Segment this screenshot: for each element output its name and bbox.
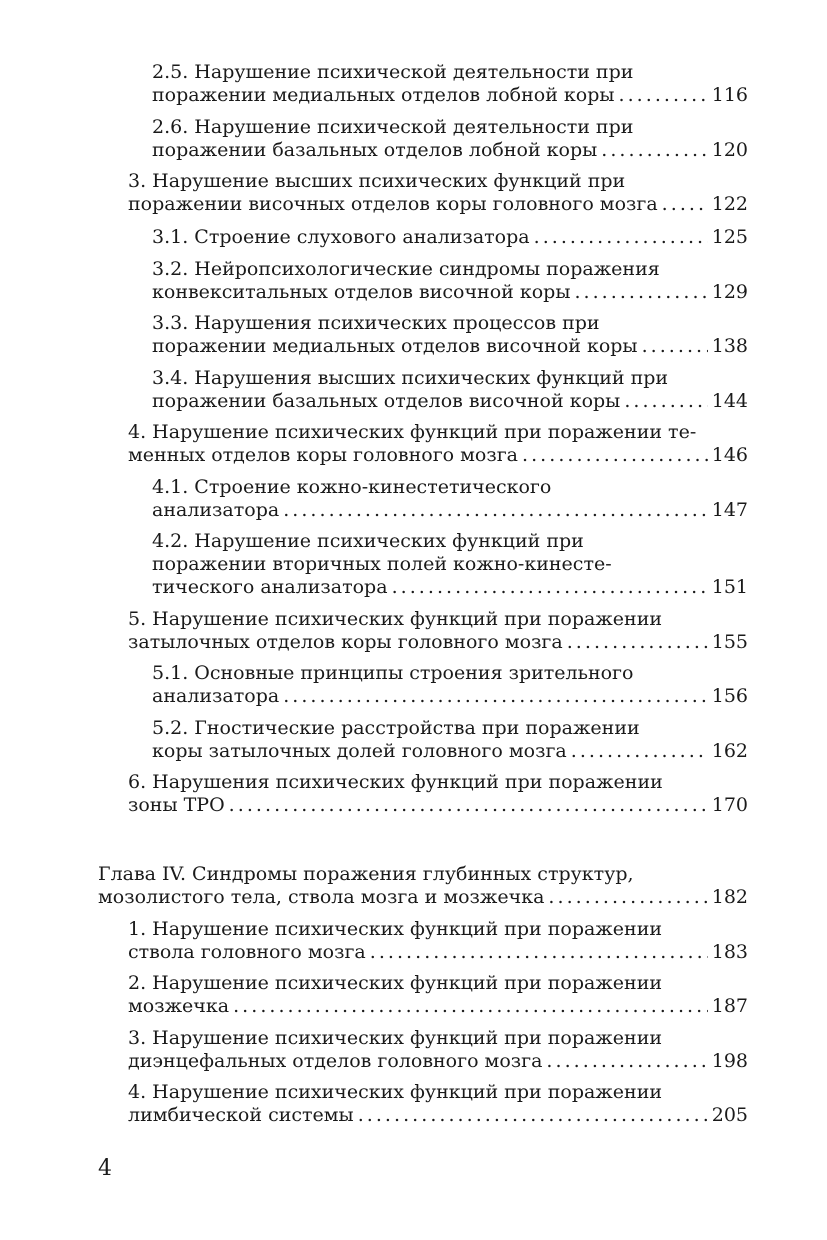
toc-page-number: 116 bbox=[711, 84, 748, 106]
toc-entry-text: конвекситальных отделов височной коры bbox=[152, 281, 571, 303]
toc-page-number: 122 bbox=[711, 193, 748, 215]
toc-entry-text: 5.1. Основные принципы строения зрительного bbox=[152, 662, 634, 684]
toc-page-number: 155 bbox=[711, 631, 748, 653]
toc-entry-text: 4. Нарушение психических функций при поражении bbox=[128, 1081, 663, 1103]
toc-entry-3-3 bbox=[152, 312, 748, 358]
toc-entry-text: тического анализатора bbox=[152, 576, 388, 598]
toc-entry-text: 3.3. Нарушения психических процессов при bbox=[152, 312, 600, 334]
toc-chapter-4 bbox=[98, 863, 748, 909]
toc-page-number: 156 bbox=[711, 685, 748, 707]
leader-dots bbox=[624, 390, 707, 413]
toc-entry-3-4 bbox=[152, 367, 748, 413]
toc-entry-text: 2.6. Нарушение психической деятельности при bbox=[152, 116, 634, 138]
leader-dots bbox=[392, 576, 708, 599]
leader-dots bbox=[571, 740, 708, 763]
toc-entry-2-5 bbox=[152, 61, 748, 107]
toc-entry-text: 2.5. Нарушение психической деятельности при bbox=[152, 61, 634, 83]
toc-page-number: 120 bbox=[711, 139, 748, 161]
toc-entry-text: 3.2. Нейропсихологические синдромы поражения bbox=[152, 258, 660, 280]
leader-dots bbox=[601, 139, 707, 162]
toc-entry-ch4-1 bbox=[128, 918, 748, 964]
leader-dots bbox=[283, 685, 708, 708]
toc-page-number: 125 bbox=[711, 226, 748, 248]
toc-page-number: 144 bbox=[711, 390, 748, 412]
toc-entry-3-1 bbox=[152, 226, 748, 249]
toc-entry-text: ствола головного мозга bbox=[128, 941, 366, 963]
toc-entry-text: 3. Нарушение высших психических функций при bbox=[128, 170, 626, 192]
leader-dots bbox=[567, 631, 708, 654]
toc-entry-4 bbox=[128, 421, 748, 467]
toc-entry-text: 3. Нарушение психических функций при поражении bbox=[128, 1027, 663, 1049]
leader-dots bbox=[233, 995, 708, 1018]
toc-page-number: 205 bbox=[711, 1104, 748, 1126]
toc-entry-text: 6. Нарушения психических функций при поражении bbox=[128, 771, 663, 793]
toc-entry-5-1 bbox=[152, 662, 748, 708]
toc-entry-text: менных отделов коры головного мозга bbox=[128, 444, 519, 466]
toc-entry-text: коры затылочных долей головного мозга bbox=[152, 740, 567, 762]
toc-entry-text: анализатора bbox=[152, 685, 280, 707]
leader-dots bbox=[358, 1104, 708, 1127]
toc-entry-text: поражении височных отделов коры головного мозга bbox=[128, 193, 658, 215]
leader-dots bbox=[534, 226, 708, 249]
leader-dots bbox=[283, 499, 708, 522]
toc-entry-text: зоны ТРО bbox=[128, 794, 225, 816]
toc-page-number: 147 bbox=[711, 499, 748, 521]
toc-entry-4-2 bbox=[152, 530, 748, 599]
toc-entry-text: 2. Нарушение психических функций при поражении bbox=[128, 972, 663, 994]
leader-dots bbox=[548, 886, 707, 909]
toc-entry-text: 4. Нарушение психических функций при поражении те- bbox=[128, 421, 697, 443]
toc-page-number: 151 bbox=[711, 576, 748, 598]
toc-entry-6 bbox=[128, 771, 748, 817]
toc-entry-text: поражении медиальных отделов лобной коры bbox=[152, 84, 615, 106]
leader-dots bbox=[229, 794, 708, 817]
toc-entry-text: мозолистого тела, ствола мозга и мозжечка bbox=[98, 886, 545, 908]
leader-dots bbox=[642, 335, 708, 358]
toc-page-number: 198 bbox=[711, 1050, 748, 1072]
leader-dots bbox=[522, 444, 708, 467]
toc-entry-ch4-4 bbox=[128, 1081, 748, 1127]
toc-entry-text: 1. Нарушение психических функций при поражении bbox=[128, 918, 663, 940]
toc-entry-text: диэнцефальных отделов головного мозга bbox=[128, 1050, 543, 1072]
toc-entry-3-2 bbox=[152, 258, 748, 304]
toc-entry-text: поражении медиальных отделов височной коры bbox=[152, 335, 638, 357]
toc-page-number: 182 bbox=[711, 886, 748, 908]
toc-entry-ch4-2 bbox=[128, 972, 748, 1018]
toc-page-number: 146 bbox=[711, 444, 748, 466]
toc-entry-text: мозжечка bbox=[128, 995, 230, 1017]
toc-entry-text: 5. Нарушение психических функций при поражении bbox=[128, 608, 663, 630]
toc-entry-text: 5.2. Гностические расстройства при поражении bbox=[152, 717, 640, 739]
toc-entry-text: поражении базальных отделов височной коры bbox=[152, 390, 621, 412]
leader-dots bbox=[546, 1050, 707, 1073]
toc-page-number: 187 bbox=[711, 995, 748, 1017]
toc-entry-text: поражении базальных отделов лобной коры bbox=[152, 139, 598, 161]
toc-page-number: 170 bbox=[711, 794, 748, 816]
toc-entry-text: поражении вторичных полей кожно-кинесте- bbox=[152, 553, 612, 575]
toc-page-number: 162 bbox=[711, 740, 748, 762]
toc-entry-5-2 bbox=[152, 717, 748, 763]
toc-page-number: 183 bbox=[711, 941, 748, 963]
toc-entry-4-1 bbox=[152, 476, 748, 522]
toc-entry-5 bbox=[128, 608, 748, 654]
leader-dots bbox=[619, 84, 708, 107]
toc-entry-text: 3.1. Строение слухового анализатора bbox=[152, 226, 530, 248]
toc-page-number: 129 bbox=[711, 281, 748, 303]
toc-entry-text: затылочных отделов коры головного мозга bbox=[128, 631, 563, 653]
toc-entry-text: анализатора bbox=[152, 499, 280, 521]
toc-entry-text: 3.4. Нарушения высших психических функций при bbox=[152, 367, 669, 389]
toc-entry-text: лимбической системы bbox=[128, 1104, 354, 1126]
toc-entry-2-6 bbox=[152, 116, 748, 162]
toc-entry-text: 4.2. Нарушение психических функций при bbox=[152, 530, 584, 552]
leader-dots bbox=[370, 941, 708, 964]
page-number: 4 bbox=[98, 1156, 112, 1181]
toc-entry-text: 4.1. Строение кожно-кинестетического bbox=[152, 476, 552, 498]
toc-entry-text: Глава IV. Синдромы поражения глубинных структур, bbox=[98, 863, 634, 885]
toc-entry-ch4-3 bbox=[128, 1027, 748, 1073]
toc-entry-3 bbox=[128, 170, 748, 216]
toc-page-number: 138 bbox=[711, 335, 748, 357]
leader-dots bbox=[574, 281, 707, 304]
leader-dots bbox=[662, 193, 708, 216]
